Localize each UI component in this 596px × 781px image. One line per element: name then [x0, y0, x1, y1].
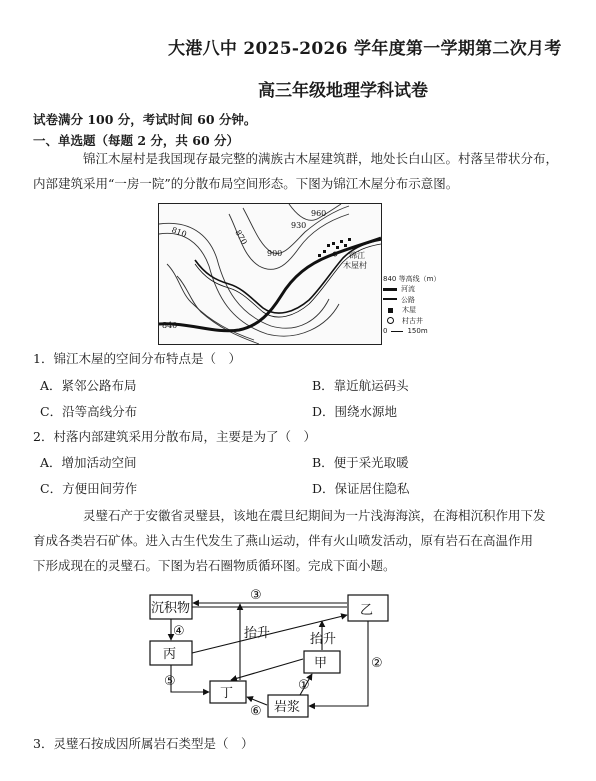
- contour-label-810: 810: [170, 225, 188, 240]
- question-1-option-b[interactable]: B．靠近航运码头: [312, 378, 409, 393]
- passage-1-line-2: 内部建筑采用“一房一院”的分散布局空间形态。下图为锦江木屋分布示意图。: [33, 176, 459, 191]
- question-2-option-c[interactable]: C．方便田间劳作: [40, 481, 138, 496]
- legend-item-cabin: 木屋: [383, 305, 440, 315]
- marker-6: ⑥: [250, 704, 262, 719]
- contour-line: [177, 276, 259, 344]
- legend-item-road: 公路: [383, 295, 440, 305]
- exam-title-line2: 高三年级地理学科试卷: [258, 81, 428, 101]
- passage-2-line-3: 下形成现在的灵璧石。下图为岩石圈物质循环图。完成下面小题。: [33, 558, 396, 573]
- scale-bar-icon: [391, 331, 403, 332]
- label-magma: 岩浆: [274, 700, 301, 715]
- passage-1: [33, 146, 573, 196]
- cabin-square-icon: [388, 308, 393, 313]
- question-1-option-a[interactable]: A．紧邻公路布局: [40, 378, 137, 393]
- passage-2-line-1: 灵璧石产于安徽省灵璧县，该地在震旦纪期间为一片浅海海滨，在海相沉积作用下发: [83, 508, 546, 523]
- marker-5: ⑤: [164, 674, 176, 689]
- marker-2: ②: [371, 656, 383, 671]
- river-line-icon: [383, 288, 397, 291]
- map-svg: [159, 204, 381, 344]
- jinjiang-map: [158, 203, 382, 345]
- exam-note: 试卷满分 100 分，考试时间 60 分钟。: [33, 112, 257, 127]
- contour-line: [159, 233, 339, 336]
- contour-label-870: 870: [233, 228, 249, 247]
- label-jia: 甲: [314, 656, 328, 671]
- label-uplift-1: 抬升: [244, 626, 271, 641]
- contour-label-900: 900: [267, 249, 283, 258]
- label-sediment: 沉积物: [151, 601, 191, 616]
- passage-2-line-2: 育成各类岩石矿体。进入古生代发生了燕山运动，伴有火山喷发活动，原有岩石在高温作用: [33, 533, 534, 548]
- question-2-stem: 2．村落内部建筑采用分散布局，主要是为了（ ）: [33, 429, 316, 444]
- passage-2: [33, 503, 573, 578]
- label-bing: 丙: [163, 647, 177, 662]
- marker-1: ①: [298, 678, 310, 693]
- well-circle-icon: [387, 317, 394, 324]
- rock-cycle-diagram: [140, 585, 400, 720]
- legend-item-river: 河流: [383, 284, 440, 294]
- legend-item-well: 村古井: [383, 316, 440, 326]
- map-legend: [383, 274, 440, 336]
- question-3-stem: 3．灵璧石按成因所属岩石类型是（ ）: [33, 736, 254, 751]
- exam-title-line1: 大港八中 2025-2026 学年度第一学期第二次月考: [168, 39, 562, 59]
- question-2-option-d[interactable]: D．保证居住隐私: [312, 481, 410, 496]
- contour-label-930: 930: [291, 221, 307, 230]
- question-2-option-b[interactable]: B．便于采光取暖: [312, 455, 409, 470]
- road-line-icon: [383, 298, 397, 302]
- question-2-option-a[interactable]: A．增加活动空间: [40, 455, 137, 470]
- label-yi: 乙: [360, 603, 374, 618]
- legend-item-contour: 840 等高线（m）: [383, 275, 441, 283]
- marker-3: ③: [250, 588, 262, 603]
- label-ding: 丁: [220, 686, 234, 701]
- legend-scale: 0 150m: [383, 327, 428, 336]
- contour-label-840: 840: [162, 321, 178, 330]
- village-label-1: 锦江: [349, 251, 365, 260]
- section-heading: 一、单选题（每题 2 分，共 60 分）: [33, 133, 240, 148]
- question-1-stem: 1．锦江木屋的空间分布特点是（ ）: [33, 351, 241, 366]
- marker-4: ④: [173, 624, 185, 639]
- question-1-option-c[interactable]: C．沿等高线分布: [40, 404, 138, 419]
- label-uplift-2: 抬升: [310, 632, 337, 647]
- village-label-2: 木屋村: [343, 261, 367, 270]
- passage-1-line-1: 锦江木屋村是我国现存最完整的满族古木屋建筑群，地处长白山区。村落呈带状分布，: [83, 151, 559, 166]
- contour-label-960: 960: [311, 209, 327, 218]
- question-1-option-d[interactable]: D．围绕水源地: [312, 404, 398, 419]
